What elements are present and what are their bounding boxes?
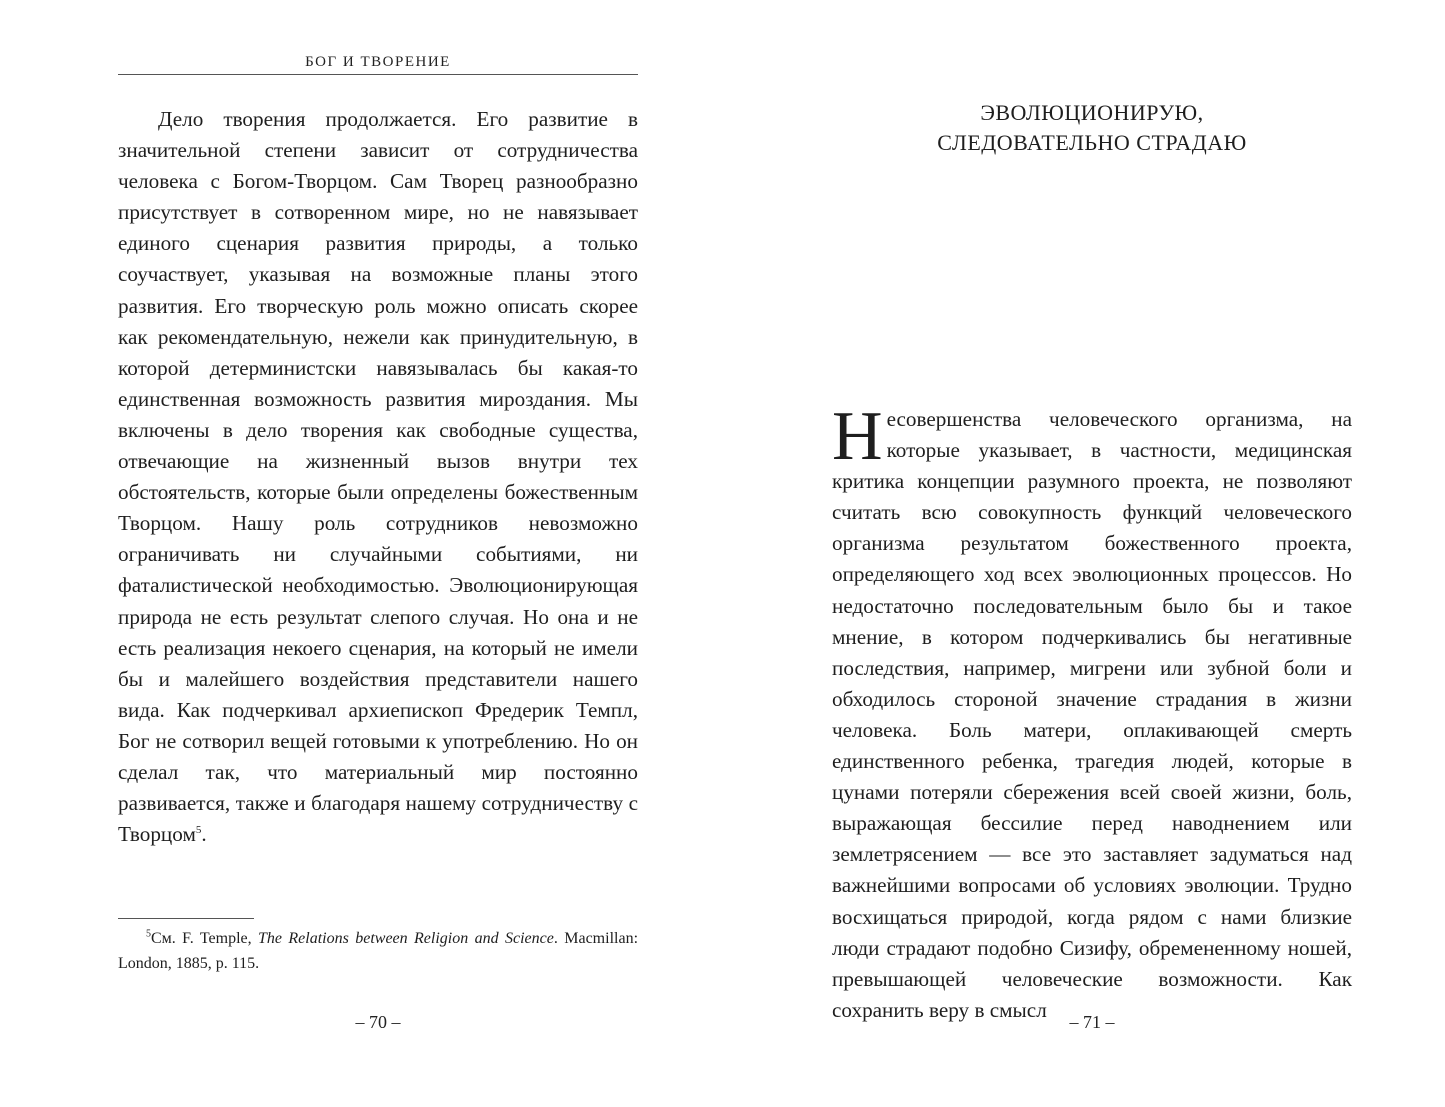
page-number-left: – 70 – bbox=[355, 1012, 401, 1032]
header-rule bbox=[118, 74, 638, 75]
chapter-title bbox=[832, 98, 1352, 158]
footnote bbox=[118, 926, 638, 976]
running-head: БОГ И ТВОРЕНИЕ bbox=[305, 54, 451, 70]
drop-cap: Н bbox=[832, 398, 883, 475]
chapter-title-line-1: ЭВОЛЮЦИОНИРУЮ, bbox=[980, 100, 1204, 125]
footnote-number: 5 bbox=[146, 928, 151, 940]
footnote-prefix: См. F. Temple, bbox=[151, 930, 259, 947]
page-number-right: – 71 – bbox=[1069, 1012, 1115, 1032]
right-page bbox=[722, 0, 1445, 1107]
right-body-text: есовершенства человеческого организма, на которые указывает, в частности, медицинская критика концепции разумного проекта, не позволяют считать всю совокупность функций человеческого организма результатом божественного проекта, определяющего ход всех эволюционных процессов. Но недостаточно последовательным было бы и такое мнение, в котором подчеркивались бы негативные последствия, например, мигрени или зубной боли и обходилось стороной значение страдания в жизни человека. Боль матери, оплакивающей смерть единственного ребенка, трагедия людей, которые в цунами потеряли сбережения всей своей жизни, боль, выражающая бессилие перед наводнением или землетрясением — все это заставляет задуматься над важнейшими вопросами об условиях эволюции. Трудно восхищаться природой, когда рядом с нами близкие люди страдают подобно Сизифу, обремененному ношей, превышающей человеческие возможности. Как сохранить веру в смысл bbox=[832, 407, 1352, 1022]
left-body-paragraph: Дело творения продолжается. Его развитие в значительной степени зависит от сотрудничества человека с Богом-Творцом. Сам Творец разнообразно присутствует в сотворенном мире, но не навязывает единого сценария развития природы, а только соучаствует, указывая на возможные планы этого развития. Его творческую роль можно описать скорее как рекомендательную, нежели как принудительную, в которой детерминистски навязывалась бы какая-то единственная возможность развития мироздания. Мы включены в дело творения как свободные существа, отвечающие на жизненный вызов внутри тех обстоятельств, которые были определены божественным Творцом. Нашу роль сотрудников невозможно ограничивать ни случайными событиями, ни фаталистической необходимостью. Эволюционирующая природа не есть результат слепого случая. Но она и не есть реализация некоего сценария, на который не имели бы и малейшего воздействия представители нашего вида. Как подчеркивал архиепископ Фредерик Темпл, Бог не сотворил вещей готовыми к употреблению. Но он сделал так, что материальный мир постоянно развивается, также и благодаря нашему сотрудничеству с Творцом$^5$. bbox=[118, 107, 638, 847]
footnote-rule bbox=[118, 918, 254, 919]
chapter-title-line-2: СЛЕДОВАТЕЛЬНО СТРАДАЮ bbox=[937, 130, 1247, 155]
left-page bbox=[0, 0, 720, 1107]
footnote-suffix: . Macmillan: London, 1885, p. 115. bbox=[118, 930, 639, 972]
footnote-reference: 5 bbox=[195, 824, 202, 837]
left-body-text: Дело творения продолжается. Его развитие в значительной степени зависит от сотрудничества человека с Богом-Творцом. Сам Творец разнообразно присутствует в сотворенном мире, но не навязывает единого сценария развития природы, а только соучаствует, указывая на возможные планы этого развития. Его творческую роль можно описать скорее как рекомендательную, нежели как принудительную, в которой детерминистски навязывалась бы какая-то единственная возможность развития мироздания. Мы включены в дело творения как свободные существа, отвечающие на жизненный вызов внутри тех обстоятельств, которые были определены божественным Творцом. Нашу роль сотрудников невозможно ограничивать ни случайными событиями, ни фаталистической необходимостью. Эволюционирующая природа не есть результат слепого случая. Но она и не есть реализация некоего сценария, на который не имели бы и малейшего воздействия представители нашего вида. Как подчеркивал архиепископ Фредерик Темпл, Бог не сотворил вещей готовыми к употреблению. Но он сделал так, что материальный мир постоянно развивается, также и благодаря нашему сотрудничеству с Творцом bbox=[118, 107, 638, 847]
footnote-cited-title: The Relations between Religion and Science bbox=[258, 930, 554, 947]
right-body-paragraph bbox=[832, 398, 1352, 1026]
